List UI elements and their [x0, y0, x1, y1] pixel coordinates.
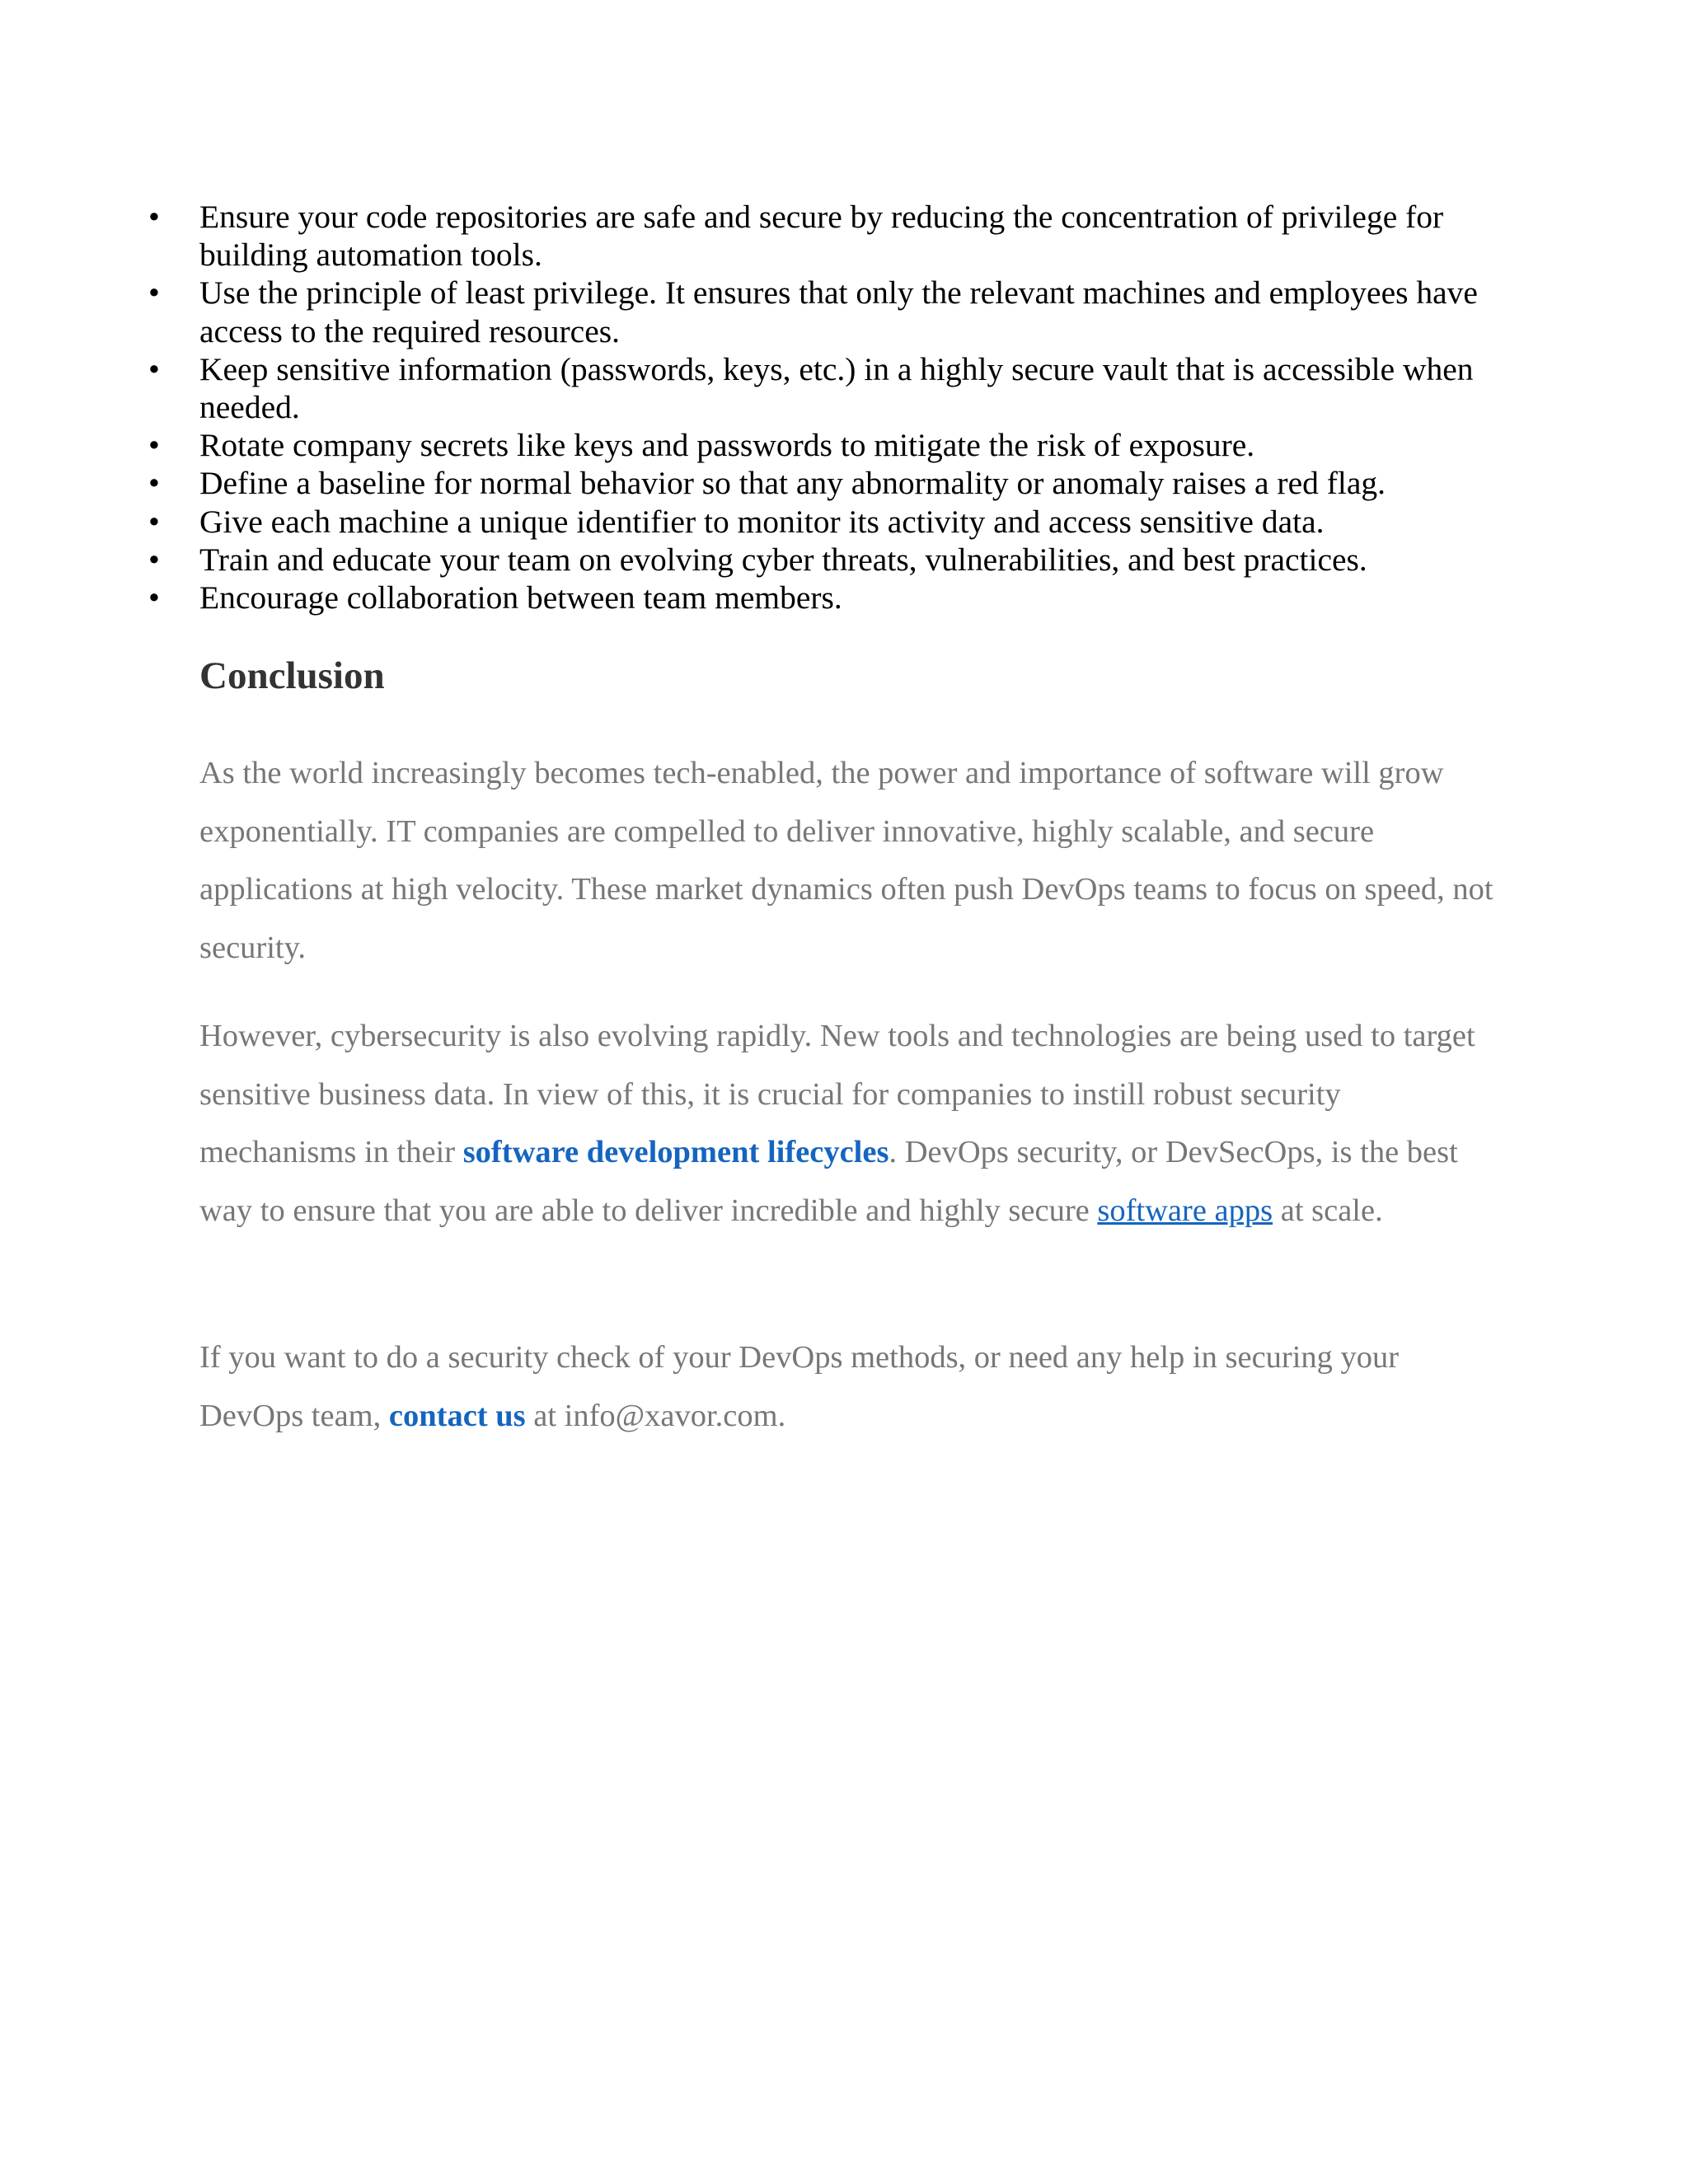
conclusion-heading: Conclusion [199, 654, 385, 697]
paragraph-text: . DevOps security, or DevSecOps, is the best way to ensure that you are able to deliver incredible and highly secure [199, 1135, 1458, 1228]
list-item-text: Define a baseline for normal behavior so that any abnormality or anomaly raises a red flag. [199, 465, 1386, 502]
list-item [148, 464, 1500, 502]
list-item-text: Train and educate your team on evolving cyber threats, vulnerabilities, and best practices. [199, 541, 1367, 578]
bullet-icon: • [148, 465, 160, 502]
paragraph-text: at info@xavor.com. [525, 1398, 786, 1433]
list-item [148, 579, 1500, 616]
conclusion-paragraph-1: As the world increasingly becomes tech-enabled, the power and importance of software will grow exponentially. IT companies are compelled to deliver innovative, highly scalable, and secure applications at high velocity. These market dynamics often push DevOps teams to focus on speed, not security. [199, 756, 1493, 965]
list-item [148, 426, 1500, 464]
paragraph-text: However, cybersecurity is also evolving rapidly. New tools and technologies are being used to target sensitive business data. In view of this, it is crucial for companies to instill robust security mechanisms in their [199, 1019, 1475, 1169]
list-item-text: Use the principle of least privilege. It ensures that only the relevant machines and employees have access to the required resources. [199, 274, 1478, 349]
bullet-icon: • [148, 541, 160, 578]
bullet-icon: • [148, 274, 160, 312]
contact-us-link[interactable]: contact us [388, 1398, 526, 1433]
software-apps-link[interactable]: software apps [1097, 1193, 1273, 1228]
paragraph-text: If you want to do a security check of your DevOps methods, or need any help in securing your DevOps team, [199, 1340, 1400, 1433]
list-item [148, 198, 1500, 274]
bullet-icon: • [148, 579, 160, 616]
best-practices-list [148, 198, 1500, 616]
list-item-text: Give each machine a unique identifier to monitor its activity and access sensitive data. [199, 503, 1325, 540]
bullet-icon: • [148, 199, 160, 235]
list-item-text: Ensure your code repositories are safe and secure by reducing the concentration of privilege for building automation tools. [199, 199, 1444, 274]
list-item [148, 274, 1500, 349]
paragraph-text: at scale. [1273, 1193, 1383, 1228]
list-item-text: Rotate company secrets like keys and passwords to mitigate the risk of exposure. [199, 427, 1255, 464]
conclusion-paragraph-2 [199, 1007, 1502, 1240]
list-item [148, 541, 1500, 579]
bullet-icon: • [148, 427, 160, 464]
bullet-icon: • [148, 350, 160, 387]
software-development-lifecycles-link[interactable]: software development lifecycles [462, 1135, 889, 1169]
list-item [148, 503, 1500, 541]
list-item-text: Encourage collaboration between team members. [199, 579, 842, 616]
list-item-text: Keep sensitive information (passwords, keys, etc.) in a highly secure vault that is accessible when needed. [199, 350, 1474, 426]
list-item [148, 350, 1500, 426]
bullet-icon: • [148, 503, 160, 540]
conclusion-paragraph-3 [199, 1329, 1502, 1445]
